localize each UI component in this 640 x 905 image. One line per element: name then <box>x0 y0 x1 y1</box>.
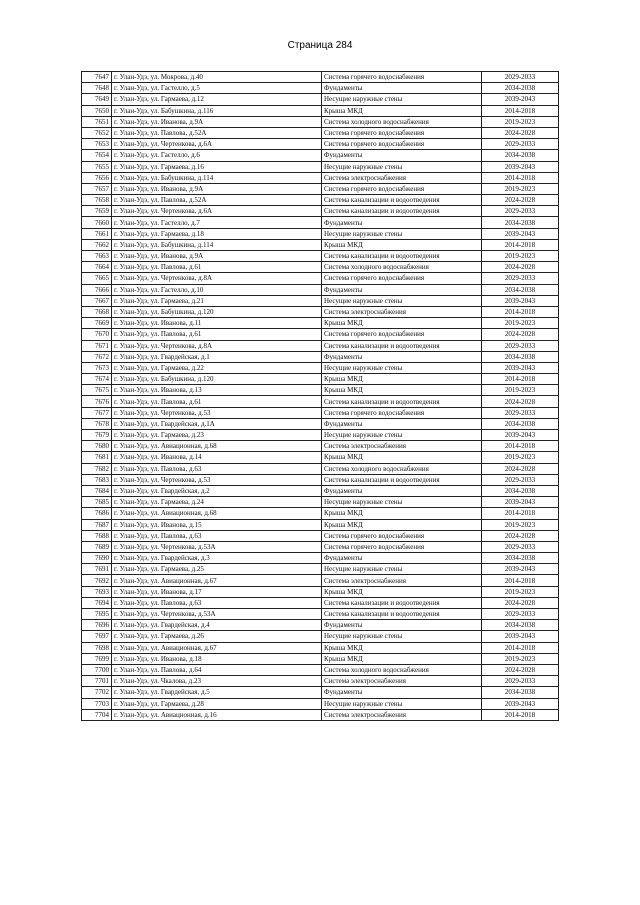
period-cell: 2019-2023 <box>482 519 559 530</box>
period-cell: 2039-2043 <box>482 497 559 508</box>
table-row <box>82 698 559 709</box>
period-cell: 2019-2023 <box>482 183 559 194</box>
table-row <box>82 172 559 183</box>
row-number-cell: 7651 <box>82 116 112 127</box>
row-number-cell: 7672 <box>82 351 112 362</box>
table-row <box>82 105 559 116</box>
structural-element-cell: Система электроснабжения <box>322 575 482 586</box>
row-number-cell: 7670 <box>82 329 112 340</box>
structural-element-cell: Фундаменты <box>322 687 482 698</box>
table-row <box>82 609 559 620</box>
period-cell: 2024-2028 <box>482 463 559 474</box>
period-cell: 2039-2043 <box>482 161 559 172</box>
period-cell: 2029-2033 <box>482 407 559 418</box>
period-cell: 2034-2038 <box>482 418 559 429</box>
address-cell: г. Улан-Удэ, ул. Чкалова, д.23 <box>112 676 322 687</box>
structural-element-cell: Фундаменты <box>322 620 482 631</box>
address-cell: г. Улан-Удэ, ул. Гвардейская, д.4 <box>112 620 322 631</box>
period-cell: 2014-2018 <box>482 709 559 720</box>
period-cell: 2034-2038 <box>482 553 559 564</box>
address-cell: г. Улан-Удэ, ул. Бабушкина, д.120 <box>112 306 322 317</box>
address-cell: г. Улан-Удэ, ул. Иванова, д.14 <box>112 452 322 463</box>
row-number-cell: 7693 <box>82 586 112 597</box>
row-number-cell: 7663 <box>82 251 112 262</box>
address-cell: г. Улан-Удэ, ул. Павлова, д.63 <box>112 530 322 541</box>
structural-element-cell: Крыша МКД <box>322 374 482 385</box>
address-cell: г. Улан-Удэ, ул. Гармаева, д.12 <box>112 94 322 105</box>
row-number-cell: 7698 <box>82 642 112 653</box>
structural-element-cell: Крыша МКД <box>322 385 482 396</box>
structural-element-cell: Фундаменты <box>322 150 482 161</box>
table-row <box>82 116 559 127</box>
table-row <box>82 430 559 441</box>
table-row <box>82 83 559 94</box>
structural-element-cell: Система горячего водоснабжения <box>322 407 482 418</box>
structural-element-cell: Фундаменты <box>322 83 482 94</box>
structural-element-cell: Система холодного водоснабжения <box>322 664 482 675</box>
structural-element-cell: Фундаменты <box>322 284 482 295</box>
structural-element-cell: Система канализации и водоотведения <box>322 474 482 485</box>
structural-element-cell: Крыша МКД <box>322 452 482 463</box>
row-number-cell: 7675 <box>82 385 112 396</box>
period-cell: 2034-2038 <box>482 485 559 496</box>
row-number-cell: 7674 <box>82 374 112 385</box>
address-cell: г. Улан-Удэ, ул. Гармаева, д.26 <box>112 631 322 642</box>
structural-element-cell: Несущие наружные стены <box>322 497 482 508</box>
address-cell: г. Улан-Удэ, ул. Гармаева, д.18 <box>112 228 322 239</box>
address-cell: г. Улан-Удэ, ул. Иванова, д.17 <box>112 586 322 597</box>
row-number-cell: 7704 <box>82 709 112 720</box>
table-row <box>82 295 559 306</box>
period-cell: 2019-2023 <box>482 385 559 396</box>
address-cell: г. Улан-Удэ, ул. Павлова, д.61 <box>112 396 322 407</box>
structural-element-cell: Несущие наружные стены <box>322 295 482 306</box>
period-cell: 2019-2023 <box>482 452 559 463</box>
address-cell: г. Улан-Удэ, ул. Павлова, д.64 <box>112 664 322 675</box>
period-cell: 2039-2043 <box>482 295 559 306</box>
row-number-cell: 7671 <box>82 340 112 351</box>
structural-element-cell: Система канализации и водоотведения <box>322 396 482 407</box>
period-cell: 2019-2023 <box>482 653 559 664</box>
row-number-cell: 7673 <box>82 362 112 373</box>
period-cell: 2034-2038 <box>482 620 559 631</box>
address-cell: г. Улан-Удэ, ул. Бабушкина, д.120 <box>112 374 322 385</box>
period-cell: 2039-2043 <box>482 631 559 642</box>
address-cell: г. Улан-Удэ, ул. Чертенкова, д.53 <box>112 407 322 418</box>
table-row <box>82 251 559 262</box>
table-row <box>82 597 559 608</box>
row-number-cell: 7665 <box>82 273 112 284</box>
address-cell: г. Улан-Удэ, ул. Авиационная, д.67 <box>112 642 322 653</box>
period-cell: 2024-2028 <box>482 664 559 675</box>
address-cell: г. Улан-Удэ, ул. Авиационная, д.68 <box>112 441 322 452</box>
row-number-cell: 7685 <box>82 497 112 508</box>
period-cell: 2014-2018 <box>482 441 559 452</box>
address-cell: г. Улан-Удэ, ул. Чертенкова, д.53 <box>112 474 322 485</box>
row-number-cell: 7660 <box>82 217 112 228</box>
period-cell: 2029-2033 <box>482 206 559 217</box>
row-number-cell: 7676 <box>82 396 112 407</box>
table-row <box>82 642 559 653</box>
structural-element-cell: Система канализации и водоотведения <box>322 597 482 608</box>
address-cell: г. Улан-Удэ, ул. Иванова, д.18 <box>112 653 322 664</box>
row-number-cell: 7647 <box>82 72 112 83</box>
table-row <box>82 262 559 273</box>
period-cell: 2039-2043 <box>482 228 559 239</box>
table-row <box>82 709 559 720</box>
period-cell: 2029-2033 <box>482 609 559 620</box>
table-row <box>82 497 559 508</box>
structural-element-cell: Система холодного водоснабжения <box>322 116 482 127</box>
address-cell: г. Улан-Удэ, ул. Гвардейская, д.1А <box>112 418 322 429</box>
table-row <box>82 396 559 407</box>
row-number-cell: 7683 <box>82 474 112 485</box>
row-number-cell: 7702 <box>82 687 112 698</box>
structural-element-cell: Система канализации и водоотведения <box>322 251 482 262</box>
row-number-cell: 7648 <box>82 83 112 94</box>
structural-element-cell: Несущие наружные стены <box>322 698 482 709</box>
address-cell: г. Улан-Удэ, ул. Иванова, д.15 <box>112 519 322 530</box>
address-cell: г. Улан-Удэ, ул. Павлова, д.63 <box>112 597 322 608</box>
table-row <box>82 631 559 642</box>
table-row <box>82 195 559 206</box>
table-row <box>82 519 559 530</box>
row-number-cell: 7680 <box>82 441 112 452</box>
address-cell: г. Улан-Удэ, ул. Авиационная, д.16 <box>112 709 322 720</box>
structural-element-cell: Система горячего водоснабжения <box>322 72 482 83</box>
row-number-cell: 7695 <box>82 609 112 620</box>
table-row <box>82 94 559 105</box>
row-number-cell: 7694 <box>82 597 112 608</box>
period-cell: 2039-2043 <box>482 564 559 575</box>
structural-element-cell: Система горячего водоснабжения <box>322 530 482 541</box>
table-row <box>82 553 559 564</box>
row-number-cell: 7661 <box>82 228 112 239</box>
table-row <box>82 485 559 496</box>
row-number-cell: 7655 <box>82 161 112 172</box>
table-row <box>82 620 559 631</box>
address-cell: г. Улан-Удэ, ул. Иванова, д.13 <box>112 385 322 396</box>
row-number-cell: 7650 <box>82 105 112 116</box>
table-row <box>82 340 559 351</box>
address-cell: г. Улан-Удэ, ул. Гвардейская, д.2 <box>112 485 322 496</box>
period-cell: 2019-2023 <box>482 318 559 329</box>
table-row <box>82 575 559 586</box>
period-cell: 2014-2018 <box>482 172 559 183</box>
structural-element-cell: Система холодного водоснабжения <box>322 262 482 273</box>
row-number-cell: 7654 <box>82 150 112 161</box>
row-number-cell: 7701 <box>82 676 112 687</box>
structural-element-cell: Несущие наружные стены <box>322 430 482 441</box>
period-cell: 2014-2018 <box>482 642 559 653</box>
structural-element-cell: Несущие наружные стены <box>322 362 482 373</box>
address-cell: г. Улан-Удэ, ул. Чертенкова, д.8А <box>112 340 322 351</box>
table-row <box>82 139 559 150</box>
structural-element-cell: Система электроснабжения <box>322 441 482 452</box>
row-number-cell: 7691 <box>82 564 112 575</box>
row-number-cell: 7679 <box>82 430 112 441</box>
structural-element-cell: Крыша МКД <box>322 508 482 519</box>
table-row <box>82 586 559 597</box>
table-row <box>82 206 559 217</box>
address-cell: г. Улан-Удэ, ул. Чертенкова, д.6А <box>112 139 322 150</box>
period-cell: 2024-2028 <box>482 530 559 541</box>
structural-element-cell: Система канализации и водоотведения <box>322 195 482 206</box>
address-cell: г. Улан-Удэ, ул. Мокрова, д.40 <box>112 72 322 83</box>
structural-element-cell: Несущие наружные стены <box>322 631 482 642</box>
table-row <box>82 474 559 485</box>
table-row <box>82 564 559 575</box>
row-number-cell: 7697 <box>82 631 112 642</box>
structural-element-cell: Крыша МКД <box>322 105 482 116</box>
row-number-cell: 7692 <box>82 575 112 586</box>
address-cell: г. Улан-Удэ, ул. Гармаева, д.25 <box>112 564 322 575</box>
row-number-cell: 7652 <box>82 127 112 138</box>
row-number-cell: 7649 <box>82 94 112 105</box>
repair-schedule-table <box>81 71 559 721</box>
structural-element-cell: Система канализации и водоотведения <box>322 609 482 620</box>
address-cell: г. Улан-Удэ, ул. Иванова, д.9А <box>112 183 322 194</box>
period-cell: 2029-2033 <box>482 139 559 150</box>
address-cell: г. Улан-Удэ, ул. Гармаева, д.21 <box>112 295 322 306</box>
period-cell: 2014-2018 <box>482 239 559 250</box>
table-row <box>82 385 559 396</box>
period-cell: 2034-2038 <box>482 351 559 362</box>
structural-element-cell: Крыша МКД <box>322 318 482 329</box>
row-number-cell: 7659 <box>82 206 112 217</box>
table-row <box>82 687 559 698</box>
address-cell: г. Улан-Удэ, ул. Гастелло, д.6 <box>112 150 322 161</box>
structural-element-cell: Система электроснабжения <box>322 709 482 720</box>
address-cell: г. Улан-Удэ, ул. Гармаева, д.28 <box>112 698 322 709</box>
period-cell: 2014-2018 <box>482 374 559 385</box>
period-cell: 2019-2023 <box>482 586 559 597</box>
table-row <box>82 407 559 418</box>
table-row <box>82 664 559 675</box>
table-row <box>82 329 559 340</box>
period-cell: 2029-2033 <box>482 72 559 83</box>
table-row <box>82 161 559 172</box>
structural-element-cell: Система горячего водоснабжения <box>322 127 482 138</box>
table-row <box>82 541 559 552</box>
period-cell: 2014-2018 <box>482 306 559 317</box>
address-cell: г. Улан-Удэ, ул. Гармаева, д.23 <box>112 430 322 441</box>
row-number-cell: 7696 <box>82 620 112 631</box>
row-number-cell: 7664 <box>82 262 112 273</box>
row-number-cell: 7662 <box>82 239 112 250</box>
row-number-cell: 7690 <box>82 553 112 564</box>
period-cell: 2024-2028 <box>482 329 559 340</box>
row-number-cell: 7677 <box>82 407 112 418</box>
row-number-cell: 7681 <box>82 452 112 463</box>
period-cell: 2029-2033 <box>482 676 559 687</box>
page-title: Страница 284 <box>287 40 353 51</box>
structural-element-cell: Несущие наружные стены <box>322 161 482 172</box>
structural-element-cell: Крыша МКД <box>322 642 482 653</box>
structural-element-cell: Крыша МКД <box>322 239 482 250</box>
address-cell: г. Улан-Удэ, ул. Гармаева, д.24 <box>112 497 322 508</box>
row-number-cell: 7678 <box>82 418 112 429</box>
row-number-cell: 7689 <box>82 541 112 552</box>
structural-element-cell: Фундаменты <box>322 351 482 362</box>
table-row <box>82 284 559 295</box>
table-row <box>82 228 559 239</box>
address-cell: г. Улан-Удэ, ул. Авиационная, д.68 <box>112 508 322 519</box>
row-number-cell: 7668 <box>82 306 112 317</box>
address-cell: г. Улан-Удэ, ул. Иванова, д.9А <box>112 251 322 262</box>
table-row <box>82 217 559 228</box>
address-cell: г. Улан-Удэ, ул. Павлова, д.52А <box>112 127 322 138</box>
structural-element-cell: Несущие наружные стены <box>322 564 482 575</box>
structural-element-cell: Система холодного водоснабжения <box>322 463 482 474</box>
structural-element-cell: Крыша МКД <box>322 586 482 597</box>
row-number-cell: 7658 <box>82 195 112 206</box>
address-cell: г. Улан-Удэ, ул. Авиационная, д.67 <box>112 575 322 586</box>
address-cell: г. Улан-Удэ, ул. Павлова, д.61 <box>112 262 322 273</box>
address-cell: г. Улан-Удэ, ул. Чертенкова, д.53А <box>112 609 322 620</box>
table-row <box>82 374 559 385</box>
table-row <box>82 183 559 194</box>
table-row <box>82 418 559 429</box>
row-number-cell: 7653 <box>82 139 112 150</box>
structural-element-cell: Крыша МКД <box>322 519 482 530</box>
row-number-cell: 7687 <box>82 519 112 530</box>
period-cell: 2029-2033 <box>482 541 559 552</box>
row-number-cell: 7682 <box>82 463 112 474</box>
period-cell: 2034-2038 <box>482 150 559 161</box>
table-row <box>82 318 559 329</box>
row-number-cell: 7703 <box>82 698 112 709</box>
period-cell: 2019-2023 <box>482 116 559 127</box>
address-cell: г. Улан-Удэ, ул. Павлова, д.63 <box>112 463 322 474</box>
address-cell: г. Улан-Удэ, ул. Павлова, д.61 <box>112 329 322 340</box>
period-cell: 2024-2028 <box>482 396 559 407</box>
period-cell: 2019-2023 <box>482 251 559 262</box>
period-cell: 2024-2028 <box>482 262 559 273</box>
table-row <box>82 441 559 452</box>
period-cell: 2014-2018 <box>482 575 559 586</box>
period-cell: 2034-2038 <box>482 284 559 295</box>
period-cell: 2034-2038 <box>482 217 559 228</box>
address-cell: г. Улан-Удэ, ул. Гармаева, д.22 <box>112 362 322 373</box>
row-number-cell: 7667 <box>82 295 112 306</box>
period-cell: 2029-2033 <box>482 273 559 284</box>
table-row <box>82 351 559 362</box>
address-cell: г. Улан-Удэ, ул. Гастелло, д.7 <box>112 217 322 228</box>
table-row <box>82 653 559 664</box>
period-cell: 2039-2043 <box>482 94 559 105</box>
address-cell: г. Улан-Удэ, ул. Чертенкова, д.6А <box>112 206 322 217</box>
address-cell: г. Улан-Удэ, ул. Гастелло, д.5 <box>112 83 322 94</box>
structural-element-cell: Крыша МКД <box>322 653 482 664</box>
period-cell: 2024-2028 <box>482 597 559 608</box>
address-cell: г. Улан-Удэ, ул. Гармаева, д.16 <box>112 161 322 172</box>
table-row <box>82 150 559 161</box>
table-row <box>82 676 559 687</box>
period-cell: 2024-2028 <box>482 195 559 206</box>
structural-element-cell: Несущие наружные стены <box>322 94 482 105</box>
structural-element-cell: Система электроснабжения <box>322 676 482 687</box>
table-row <box>82 273 559 284</box>
period-cell: 2034-2038 <box>482 83 559 94</box>
period-cell: 2029-2033 <box>482 340 559 351</box>
table-body <box>82 72 559 721</box>
table-row <box>82 508 559 519</box>
structural-element-cell: Система электроснабжения <box>322 306 482 317</box>
period-cell: 2029-2033 <box>482 474 559 485</box>
period-cell: 2034-2038 <box>482 687 559 698</box>
table-row <box>82 452 559 463</box>
structural-element-cell: Система горячего водоснабжения <box>322 273 482 284</box>
address-cell: г. Улан-Удэ, ул. Бабушкина, д.114 <box>112 239 322 250</box>
table-row <box>82 362 559 373</box>
row-number-cell: 7657 <box>82 183 112 194</box>
period-cell: 2039-2043 <box>482 362 559 373</box>
row-number-cell: 7684 <box>82 485 112 496</box>
row-number-cell: 7700 <box>82 664 112 675</box>
address-cell: г. Улан-Удэ, ул. Иванова, д.9А <box>112 116 322 127</box>
table-row <box>82 463 559 474</box>
row-number-cell: 7669 <box>82 318 112 329</box>
address-cell: г. Улан-Удэ, ул. Гвардейская, д.3 <box>112 553 322 564</box>
structural-element-cell: Фундаменты <box>322 217 482 228</box>
structural-element-cell: Система канализации и водоотведения <box>322 340 482 351</box>
structural-element-cell: Система горячего водоснабжения <box>322 183 482 194</box>
period-cell: 2039-2043 <box>482 430 559 441</box>
structural-element-cell: Система канализации и водоотведения <box>322 206 482 217</box>
address-cell: г. Улан-Удэ, ул. Бабушкина, д.116 <box>112 105 322 116</box>
row-number-cell: 7666 <box>82 284 112 295</box>
row-number-cell: 7699 <box>82 653 112 664</box>
table-row <box>82 530 559 541</box>
period-cell: 2039-2043 <box>482 698 559 709</box>
address-cell: г. Улан-Удэ, ул. Гвардейская, д.5 <box>112 687 322 698</box>
structural-element-cell: Фундаменты <box>322 485 482 496</box>
address-cell: г. Улан-Удэ, ул. Иванова, д.11 <box>112 318 322 329</box>
table-row <box>82 72 559 83</box>
period-cell: 2014-2018 <box>482 508 559 519</box>
address-cell: г. Улан-Удэ, ул. Гвардейская, д.1 <box>112 351 322 362</box>
address-cell: г. Улан-Удэ, ул. Чертенкова, д.8А <box>112 273 322 284</box>
address-cell: г. Улан-Удэ, ул. Чертенкова, д.53А <box>112 541 322 552</box>
address-cell: г. Улан-Удэ, ул. Бабушкина, д.114 <box>112 172 322 183</box>
structural-element-cell: Система горячего водоснабжения <box>322 139 482 150</box>
table-row <box>82 127 559 138</box>
address-cell: г. Улан-Удэ, ул. Павлова, д.52А <box>112 195 322 206</box>
address-cell: г. Улан-Удэ, ул. Гастелло, д.10 <box>112 284 322 295</box>
period-cell: 2014-2018 <box>482 105 559 116</box>
period-cell: 2024-2028 <box>482 127 559 138</box>
row-number-cell: 7686 <box>82 508 112 519</box>
table-row <box>82 306 559 317</box>
structural-element-cell: Система горячего водоснабжения <box>322 541 482 552</box>
structural-element-cell: Система электроснабжения <box>322 172 482 183</box>
structural-element-cell: Фундаменты <box>322 418 482 429</box>
row-number-cell: 7688 <box>82 530 112 541</box>
table-row <box>82 239 559 250</box>
structural-element-cell: Фундаменты <box>322 553 482 564</box>
row-number-cell: 7656 <box>82 172 112 183</box>
structural-element-cell: Система горячего водоснабжения <box>322 329 482 340</box>
structural-element-cell: Несущие наружные стены <box>322 228 482 239</box>
